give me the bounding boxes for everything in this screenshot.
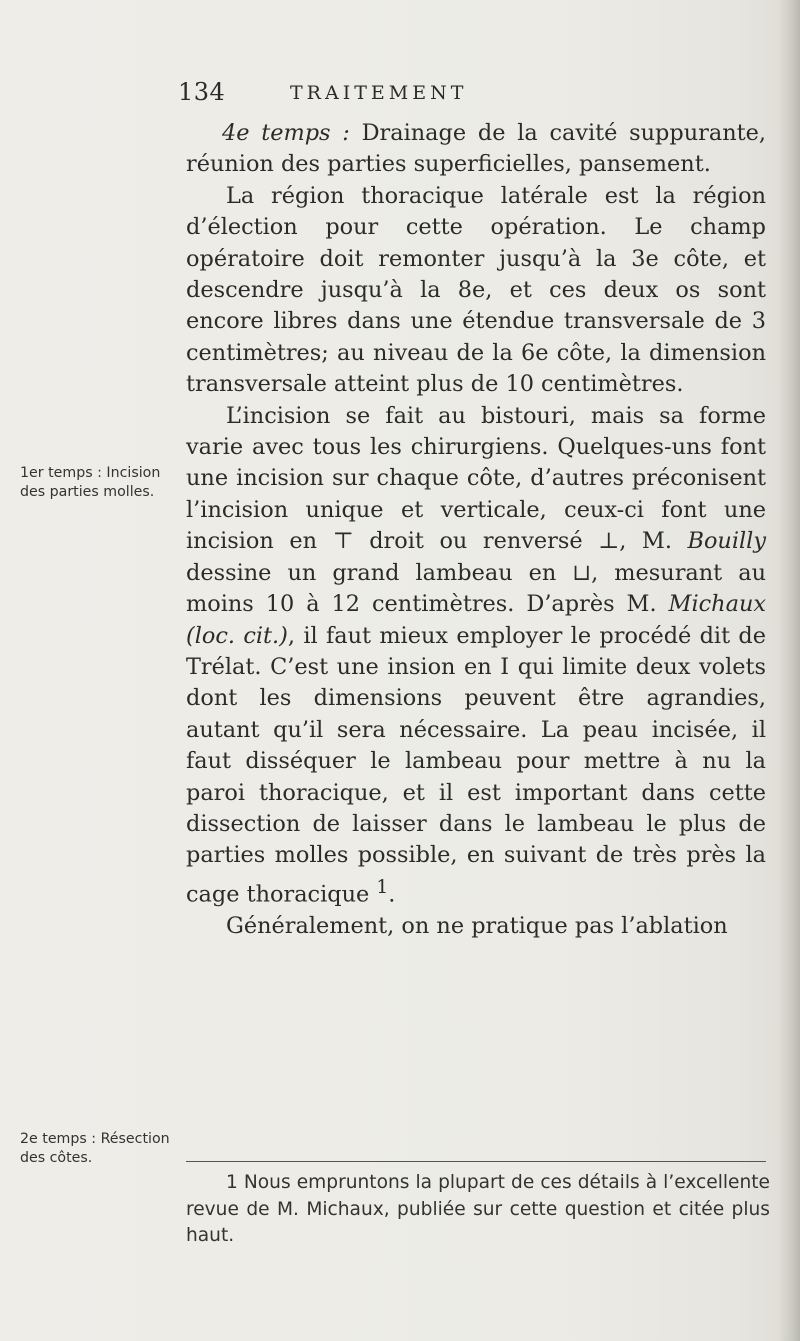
margin-note-resection: 2e temps : Résection des côtes. bbox=[20, 1131, 170, 1166]
paragraph-text: Drainage de la cavité suppurante, réunion des parties superficielles, pansement. bbox=[186, 120, 766, 178]
step-label: 4e temps : bbox=[222, 120, 350, 146]
margin-note-incision: 1er temps : Incision des parties molles. bbox=[20, 465, 161, 500]
paragraph-thoracic-region: La région thoracique latérale est la région d’élection pour cette opération. Le champ opératoire doit remonter jusqu’à la 3e côte, et descendre jusqu’à la 8e, et ces deux os sont encore libres dans une étendue transversale de 3 centimètres; au niveau de la 6e côte, la dimension transversale atteint plus de 10 centimètres. bbox=[186, 182, 766, 398]
main-text bbox=[186, 118, 766, 942]
author-name: Bouilly bbox=[687, 528, 766, 555]
page-header bbox=[0, 78, 800, 106]
running-head: TRAITEMENT bbox=[290, 82, 468, 104]
paragraph-incision bbox=[186, 401, 766, 911]
paragraph-fourth-step bbox=[186, 118, 766, 181]
citation: (loc. cit.) bbox=[186, 622, 288, 649]
footnote-number: 1 bbox=[226, 1172, 238, 1193]
paragraph-text: , il faut mieux employer le procédé dit de Trélat. C’est une insion en I qui limite deux volets dont les dimensions peuvent être agrandies, autant qu’il sera nécessaire. La peau incisée, il faut disséquer le lambeau pour mettre à nu la paroi thoracique, et il est important dans cette dissection de laisser dans le lambeau le plus de parties molles possible, en suivant de très près la cage thoracique bbox=[186, 622, 766, 908]
page-edge-shadow bbox=[778, 0, 800, 1341]
paragraph-text: . bbox=[388, 881, 396, 908]
paragraph-text: dessine un grand lambeau en ⊔, mesurant au moins 10 à 12 centimètres. D’après M. bbox=[186, 559, 766, 618]
footnote bbox=[186, 1170, 770, 1250]
author-name: Michaux bbox=[668, 591, 766, 618]
paragraph-resection: Généralement, on ne pratique pas l’ablation bbox=[226, 912, 728, 939]
footnote-rule bbox=[186, 1161, 766, 1162]
page-number: 134 bbox=[178, 78, 226, 106]
footnote-ref: 1 bbox=[376, 876, 389, 898]
paragraph-text: L’incision se fait au bistouri, mais sa forme varie avec tous les chirurgiens. Quelques-uns font une incision sur chaque côte, d’autres préconisent l’incision unique et verticale, ceux-ci font une incision en ⊤ droit ou renversé ⊥, M. bbox=[186, 402, 766, 555]
footnote-text: Nous empruntons la plupart de ces détails à l’excellente revue de M. Michaux, publiée sur cette question et citée plus haut. bbox=[186, 1172, 770, 1246]
